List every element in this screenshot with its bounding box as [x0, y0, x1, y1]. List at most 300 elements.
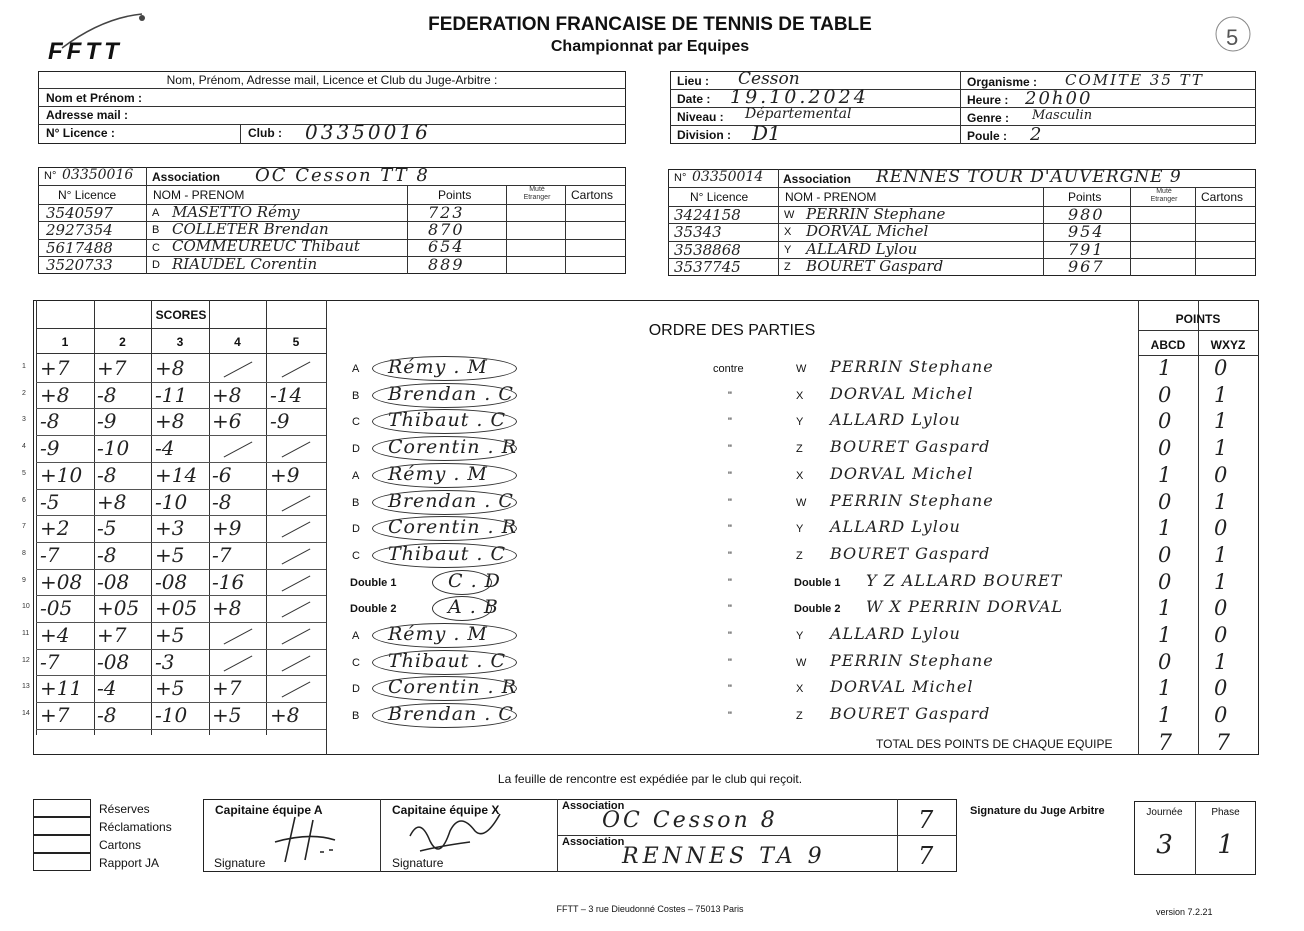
result-a[interactable]: 1 [1158, 623, 1172, 647]
player-a-name[interactable]: Rémy . M [388, 462, 488, 485]
set-score[interactable]: +14 [155, 462, 198, 487]
team-a-col-cartons: Cartons [571, 188, 614, 202]
result-a[interactable]: 0 [1158, 542, 1172, 567]
row-number: 5 [22, 469, 26, 477]
player-a-slot: D [352, 443, 360, 456]
player-b-name[interactable]: ALLARD Lylou [830, 517, 961, 537]
set-score[interactable]: -4 [155, 436, 175, 461]
team-a-col-licence: N° Licence [58, 188, 117, 202]
result-b[interactable]: 0 [1214, 596, 1228, 621]
team-b-assoc-label: Association [783, 172, 852, 186]
player-a-slot: D [352, 683, 360, 696]
set-score[interactable]: +7 [40, 703, 70, 728]
set-score[interactable]: +8 [212, 596, 242, 621]
player-a-name[interactable]: Thibaut . C [388, 409, 507, 432]
team-b-points-3[interactable]: 791 [1068, 240, 1105, 259]
result-b[interactable]: 0 [1214, 356, 1228, 380]
team-a-assoc-label: Association [152, 170, 221, 184]
team-a-col-name: NOM - PRENOM [153, 188, 245, 202]
player-a-slot: B [352, 710, 360, 723]
check-reclamations-label: Réclamations [99, 820, 172, 834]
total-a[interactable]: 7 [1158, 731, 1172, 756]
team-a-letter-1: A [152, 207, 160, 219]
player-b-slot: X [796, 683, 804, 696]
lieu-label: Lieu : [677, 74, 709, 88]
captain-x-signature-icon[interactable] [400, 806, 510, 866]
result-b[interactable]: 0 [1214, 462, 1228, 487]
result-a[interactable]: 0 [1158, 649, 1172, 674]
team-a-name-1[interactable]: MASETTO Rémy [172, 203, 300, 221]
set-score[interactable]: +8 [155, 409, 185, 434]
team-a-assoc-value[interactable]: OC Cesson TT 8 [255, 165, 430, 186]
separator: " [728, 523, 732, 536]
result-b[interactable]: 1 [1214, 649, 1228, 674]
player-b-slot: W [796, 363, 807, 375]
set-score[interactable]: -8 [212, 489, 232, 514]
journee-label: Journée [1146, 807, 1183, 818]
set-score[interactable]: -8 [97, 462, 117, 487]
grid-line [1138, 330, 1259, 331]
row-number: 11 [22, 630, 30, 637]
player-b-name[interactable]: DORVAL Michel [830, 383, 974, 403]
set-score[interactable]: -7 [40, 542, 60, 567]
player-b-name[interactable]: Y Z ALLARD BOURET [866, 570, 1063, 590]
team-a-licence-3[interactable]: 5617488 [46, 239, 113, 257]
player-a-circle [372, 356, 517, 381]
team-b-licence-2[interactable]: 35343 [674, 223, 722, 241]
referee-email-label: Adresse mail : [46, 108, 129, 122]
grid-line [326, 300, 327, 755]
set-score[interactable]: -8 [97, 703, 117, 728]
player-a-circle [372, 650, 517, 675]
player-b-slot: X [796, 469, 804, 482]
logo-text: FFTT [48, 38, 123, 65]
separator: " [728, 683, 732, 696]
player-a-slot: C [352, 656, 360, 669]
row-number: 4 [22, 443, 26, 451]
team-b-licence-3[interactable]: 3538868 [674, 241, 741, 259]
set-score[interactable]: +3 [155, 516, 185, 541]
page-subtitle: Championnat par Equipes [550, 38, 750, 55]
poule-value[interactable]: 2 [1030, 124, 1042, 145]
date-label: Date : [677, 92, 711, 106]
assoc-a-label: Association [562, 800, 625, 812]
team-a-points-1[interactable]: 723 [428, 203, 465, 222]
referee-heading: Nom, Prénom, Adresse mail, Licence et Club du Juge-Arbitre : [166, 73, 498, 87]
player-a-name[interactable]: Thibaut . C [388, 649, 507, 672]
referee-name-label: Nom et Prénom : [46, 91, 143, 105]
team-a-licence-1[interactable]: 3540597 [46, 204, 113, 222]
set-score[interactable]: -08 [155, 569, 188, 594]
organisme-label: Organisme : [967, 75, 1038, 89]
signature-x-label: Signature [392, 856, 444, 870]
separator: " [728, 416, 732, 429]
grid-line [151, 300, 152, 735]
judge-signature-label: Signature du Juge Arbitre [970, 805, 1105, 817]
team-b-points-2[interactable]: 954 [1068, 222, 1105, 241]
heure-label: Heure : [967, 93, 1009, 107]
referee-licence-label: N° Licence : [46, 126, 115, 140]
order-heading: ORDRE DES PARTIES [648, 322, 816, 339]
set-score[interactable]: +4 [40, 623, 70, 647]
player-b-slot: W [796, 656, 807, 669]
check-reserves-box[interactable] [33, 799, 91, 817]
set-score[interactable]: +5 [155, 542, 185, 567]
team-b-letter-1: W [784, 209, 795, 221]
set-score[interactable]: +7 [97, 356, 127, 380]
svg-text:5: 5 [1226, 25, 1239, 50]
set-score[interactable]: +7 [40, 356, 70, 380]
set-score[interactable]: -14 [270, 382, 303, 407]
result-a[interactable]: 1 [1158, 462, 1172, 487]
set-score[interactable]: -10 [155, 703, 188, 728]
captain-x-label: Capitaine équipe X [392, 803, 500, 817]
team-a-col-mute: Muté Etranger [523, 186, 551, 201]
result-b[interactable]: 1 [1214, 382, 1228, 407]
set-score[interactable]: +6 [212, 409, 242, 434]
set-score[interactable]: -5 [97, 516, 117, 541]
page-title: FEDERATION FRANCAISE DE TENNIS DE TABLE [428, 14, 872, 35]
row-number: 6 [22, 496, 26, 504]
referee-club-value[interactable]: 03350016 [305, 120, 431, 144]
set-score[interactable]: +7 [212, 676, 242, 701]
team-b-name-3[interactable]: ALLARD Lylou [806, 240, 918, 258]
set-score[interactable]: -4 [97, 676, 117, 701]
row-number: 13 [22, 683, 30, 691]
set-score[interactable]: -8 [40, 409, 60, 434]
team-b-name-2[interactable]: DORVAL Michel [806, 222, 929, 240]
player-b-name[interactable]: PERRIN Stephane [830, 357, 994, 376]
result-b[interactable]: 0 [1214, 516, 1228, 541]
team-a-licence-4[interactable]: 3520733 [46, 256, 113, 274]
genre-label: Genre : [967, 111, 1010, 125]
player-a-slot: Double 1 [350, 576, 397, 589]
assoc-b-score[interactable]: 7 [918, 842, 934, 870]
col-abcd: ABCD [1150, 338, 1186, 352]
team-a-points-2[interactable]: 870 [428, 220, 465, 239]
set-score[interactable]: +8 [40, 382, 70, 407]
set-score[interactable]: -7 [212, 542, 232, 567]
player-a-circle [372, 703, 517, 728]
player-b-slot: Double 2 [794, 603, 841, 616]
check-rapport-box[interactable] [33, 853, 91, 871]
team-b-points-1[interactable]: 980 [1068, 205, 1105, 224]
team-b-letter-2: X [784, 226, 792, 238]
result-b[interactable]: 1 [1214, 436, 1228, 461]
set-score[interactable]: -08 [97, 649, 130, 674]
player-a-name[interactable]: Rémy . M [388, 356, 488, 378]
player-b-slot: Z [796, 443, 803, 456]
result-b[interactable]: 0 [1214, 703, 1228, 728]
team-b-letter-3: Y [784, 244, 792, 256]
player-a-slot: A [352, 630, 360, 642]
player-a-name[interactable]: Brendan . C [388, 382, 514, 405]
set-score[interactable]: +10 [40, 462, 83, 487]
team-a-number-prefix: N° [44, 170, 57, 182]
assoc-a-value[interactable]: OC Cesson 8 [602, 808, 778, 833]
set-score[interactable]: +7 [97, 623, 127, 647]
result-b[interactable]: 0 [1214, 676, 1228, 701]
points-heading: POINTS [1175, 312, 1221, 326]
set-score[interactable]: -08 [97, 569, 130, 594]
date-value[interactable]: 19.10.2024 [730, 86, 869, 108]
team-b-col-points: Points [1068, 190, 1102, 204]
separator: " [728, 630, 732, 642]
result-b[interactable]: 1 [1214, 542, 1228, 567]
team-a-name-3[interactable]: COMMEUREUC Thibaut [172, 237, 360, 255]
player-a-circle [432, 570, 492, 595]
set-score[interactable]: -7 [40, 649, 60, 674]
row-number: 9 [22, 576, 26, 584]
set-score[interactable]: +8 [212, 382, 242, 407]
player-a-circle [372, 436, 517, 461]
player-a-circle [372, 543, 517, 568]
player-a-name[interactable]: Corentin . R [388, 516, 517, 539]
team-a-points-4[interactable]: 889 [428, 255, 465, 274]
set-score[interactable]: +5 [155, 676, 185, 701]
player-b-slot: X [796, 389, 804, 402]
team-a-name-4[interactable]: RIAUDEL Corentin [172, 255, 318, 273]
total-b[interactable]: 7 [1216, 731, 1230, 756]
result-a[interactable]: 1 [1158, 676, 1172, 701]
set-score[interactable]: +08 [40, 569, 83, 594]
journee-value[interactable]: 3 [1156, 830, 1173, 860]
player-a-name[interactable]: Rémy . M [388, 623, 488, 645]
player-b-slot: Y [796, 630, 804, 642]
player-b-name[interactable]: BOURET Gaspard [830, 704, 991, 724]
set-score[interactable]: -10 [155, 489, 188, 514]
player-a-name[interactable]: C . D [448, 569, 501, 592]
result-a[interactable]: 0 [1158, 569, 1172, 594]
team-a-letter-3: C [152, 242, 160, 254]
team-a-name-2[interactable]: COLLETER Brendan [172, 220, 329, 238]
separator: " [728, 603, 732, 616]
result-a[interactable]: 1 [1158, 356, 1172, 380]
set-score[interactable]: -10 [97, 436, 130, 461]
captain-a-signature-icon[interactable] [265, 812, 355, 868]
assoc-a-score[interactable]: 7 [918, 806, 934, 834]
genre-value[interactable]: Masculin [1032, 108, 1093, 123]
set-score[interactable]: -8 [97, 542, 117, 567]
player-a-slot: C [352, 549, 360, 562]
separator: " [728, 656, 732, 669]
result-b[interactable]: 1 [1214, 489, 1228, 514]
separator: " [728, 389, 732, 402]
result-a[interactable]: 0 [1158, 409, 1172, 434]
team-a-number-value[interactable]: 03350016 [62, 167, 134, 183]
player-a-name[interactable]: Thibaut . C [388, 542, 507, 565]
team-b-licence-4[interactable]: 3537745 [674, 258, 741, 276]
set-score[interactable]: +8 [270, 703, 300, 728]
player-a-slot: B [352, 496, 360, 509]
result-a[interactable]: 1 [1158, 703, 1172, 728]
row-number: 10 [22, 603, 30, 611]
footer-version: version 7.2.21 [1156, 907, 1213, 917]
player-b-name[interactable]: PERRIN Stephane [830, 650, 994, 670]
separator: contre [713, 363, 744, 375]
team-b-col-licence: N° Licence [690, 190, 749, 204]
result-a[interactable]: 1 [1158, 596, 1172, 621]
grid-line [94, 300, 95, 735]
poule-label: Poule : [967, 129, 1008, 143]
team-b-number-value[interactable]: 03350014 [692, 169, 764, 185]
team-a-licence-2[interactable]: 2927354 [46, 221, 113, 239]
player-a-circle [372, 490, 517, 515]
lieu-value[interactable]: Cesson [738, 69, 800, 89]
team-b-name-4[interactable]: BOURET Gaspard [806, 257, 944, 275]
result-b[interactable]: 0 [1214, 623, 1228, 647]
set-score[interactable]: -9 [270, 409, 290, 434]
niveau-value[interactable]: Départemental [745, 106, 852, 122]
player-a-slot: D [352, 523, 360, 536]
player-b-slot: Y [796, 523, 804, 536]
set-score[interactable]: +9 [212, 516, 242, 541]
assoc-b-label: Association [562, 836, 625, 848]
result-a[interactable]: 0 [1158, 436, 1172, 461]
player-b-name[interactable]: DORVAL Michel [830, 677, 974, 697]
separator: " [728, 576, 732, 589]
check-rapport-label: Rapport JA [99, 856, 160, 870]
set-score[interactable]: +11 [40, 676, 83, 701]
organisme-value[interactable]: COMITE 35 TT [1065, 71, 1204, 89]
set-score[interactable]: +5 [212, 703, 242, 728]
result-a[interactable]: 0 [1158, 489, 1172, 514]
result-b[interactable]: 1 [1214, 569, 1228, 594]
player-b-name[interactable]: W X PERRIN DORVAL [866, 597, 1064, 617]
player-a-circle [372, 463, 517, 488]
grid-line [36, 300, 37, 735]
set-score[interactable]: +8 [97, 489, 127, 514]
grid-line [1198, 300, 1199, 755]
team-b-letter-4: Z [784, 261, 791, 273]
check-cartons-box[interactable] [33, 835, 91, 853]
set-score[interactable]: -8 [97, 382, 117, 407]
set-score[interactable]: -3 [155, 649, 175, 674]
team-b-col-cartons: Cartons [1201, 190, 1244, 204]
team-a-points-3[interactable]: 654 [428, 237, 465, 256]
player-b-slot: Z [796, 710, 803, 723]
row-number: 3 [22, 416, 26, 424]
set-score[interactable]: -6 [212, 462, 232, 487]
set-header-5: 5 [292, 335, 300, 349]
separator: " [728, 496, 732, 509]
grid-line [209, 300, 210, 735]
player-b-name[interactable]: BOURET Gaspard [830, 437, 991, 457]
set-score[interactable]: -5 [40, 489, 60, 514]
row-number: 12 [22, 656, 30, 664]
scores-heading: SCORES [155, 308, 207, 322]
team-a-letter-2: B [152, 224, 160, 236]
signature-a-label: Signature [214, 856, 266, 870]
player-a-name[interactable]: Brendan . C [388, 489, 514, 512]
fftt-logo [42, 8, 152, 64]
set-score[interactable]: +2 [40, 516, 70, 541]
player-b-slot: Double 1 [794, 576, 841, 589]
result-b[interactable]: 1 [1214, 409, 1228, 434]
player-b-name[interactable]: BOURET Gaspard [830, 543, 991, 563]
check-cartons-label: Cartons [99, 838, 142, 852]
set-score[interactable]: -05 [40, 596, 73, 621]
phase-value[interactable]: 1 [1217, 830, 1234, 860]
division-value[interactable]: D1 [752, 121, 781, 145]
team-b-number-prefix: N° [674, 172, 687, 184]
team-a-col-points: Points [438, 188, 472, 202]
set-score[interactable]: +5 [155, 623, 185, 647]
player-b-slot: W [796, 496, 807, 509]
separator: " [728, 443, 732, 456]
five-star-badge-icon [1208, 12, 1258, 64]
heure-value[interactable]: 20h00 [1025, 88, 1093, 109]
total-label: TOTAL DES POINTS DE CHAQUE EQUIPE [876, 737, 1113, 751]
player-a-name[interactable]: A . B [448, 596, 499, 619]
player-b-slot: Z [796, 549, 803, 562]
set-score[interactable]: +9 [270, 462, 300, 487]
set-header-3: 3 [176, 335, 184, 349]
assoc-b-value[interactable]: RENNES TA 9 [622, 844, 826, 869]
team-b-col-mute: Muté Etranger [1150, 188, 1178, 203]
col-wxyz: WXYZ [1210, 338, 1246, 352]
sent-note: La feuille de rencontre est expédiée par le club qui reçoit. [497, 772, 803, 786]
set-score[interactable]: +05 [97, 596, 140, 621]
separator: " [728, 469, 732, 482]
player-a-slot: B [352, 389, 360, 402]
player-b-name[interactable]: ALLARD Lylou [830, 624, 961, 643]
set-score[interactable]: -11 [155, 382, 188, 407]
grid-line [1138, 355, 1259, 356]
set-score[interactable]: +8 [155, 356, 185, 380]
check-reclamations-box[interactable] [33, 817, 91, 835]
result-a[interactable]: 1 [1158, 516, 1172, 541]
set-score[interactable]: -9 [40, 436, 60, 461]
player-a-name[interactable]: Brendan . C [388, 703, 514, 726]
player-a-name[interactable]: Corentin . R [388, 436, 517, 459]
grid-line [36, 353, 326, 354]
player-a-slot: Double 2 [350, 603, 397, 616]
player-a-slot: A [352, 469, 360, 482]
grid-line [36, 435, 326, 436]
team-b-assoc-value[interactable]: RENNES TOUR D'AUVERGNE 9 [876, 167, 1182, 187]
team-b-licence-1[interactable]: 3424158 [674, 206, 741, 224]
referee-club-label: Club : [248, 126, 282, 140]
player-b-name[interactable]: DORVAL Michel [830, 463, 974, 483]
niveau-label: Niveau : [677, 110, 724, 124]
team-b-points-4[interactable]: 967 [1068, 257, 1105, 276]
check-reserves-label: Réserves [99, 802, 150, 816]
set-score[interactable]: +05 [155, 596, 198, 621]
separator: " [728, 710, 732, 723]
grid-line [266, 300, 267, 735]
set-header-2: 2 [119, 335, 126, 349]
set-score[interactable]: -16 [212, 569, 245, 594]
player-a-name[interactable]: Corentin . R [388, 676, 517, 699]
grid-line [36, 649, 326, 650]
set-header-4: 4 [234, 335, 241, 349]
set-header-1: 1 [61, 335, 69, 349]
player-b-slot: Y [796, 416, 804, 429]
grid-line [36, 328, 326, 329]
player-b-name[interactable]: ALLARD Lylou [830, 410, 961, 430]
division-label: Division : [677, 128, 732, 142]
grid-line [36, 729, 326, 730]
result-a[interactable]: 0 [1158, 382, 1172, 407]
player-b-name[interactable]: PERRIN Stephane [830, 490, 994, 510]
row-number: 7 [22, 523, 26, 531]
team-b-name-1[interactable]: PERRIN Stephane [806, 205, 946, 223]
row-number: 8 [22, 549, 26, 557]
captain-a-label: Capitaine équipe A [215, 803, 323, 817]
set-score[interactable]: -9 [97, 409, 117, 434]
row-number: 2 [22, 389, 26, 397]
